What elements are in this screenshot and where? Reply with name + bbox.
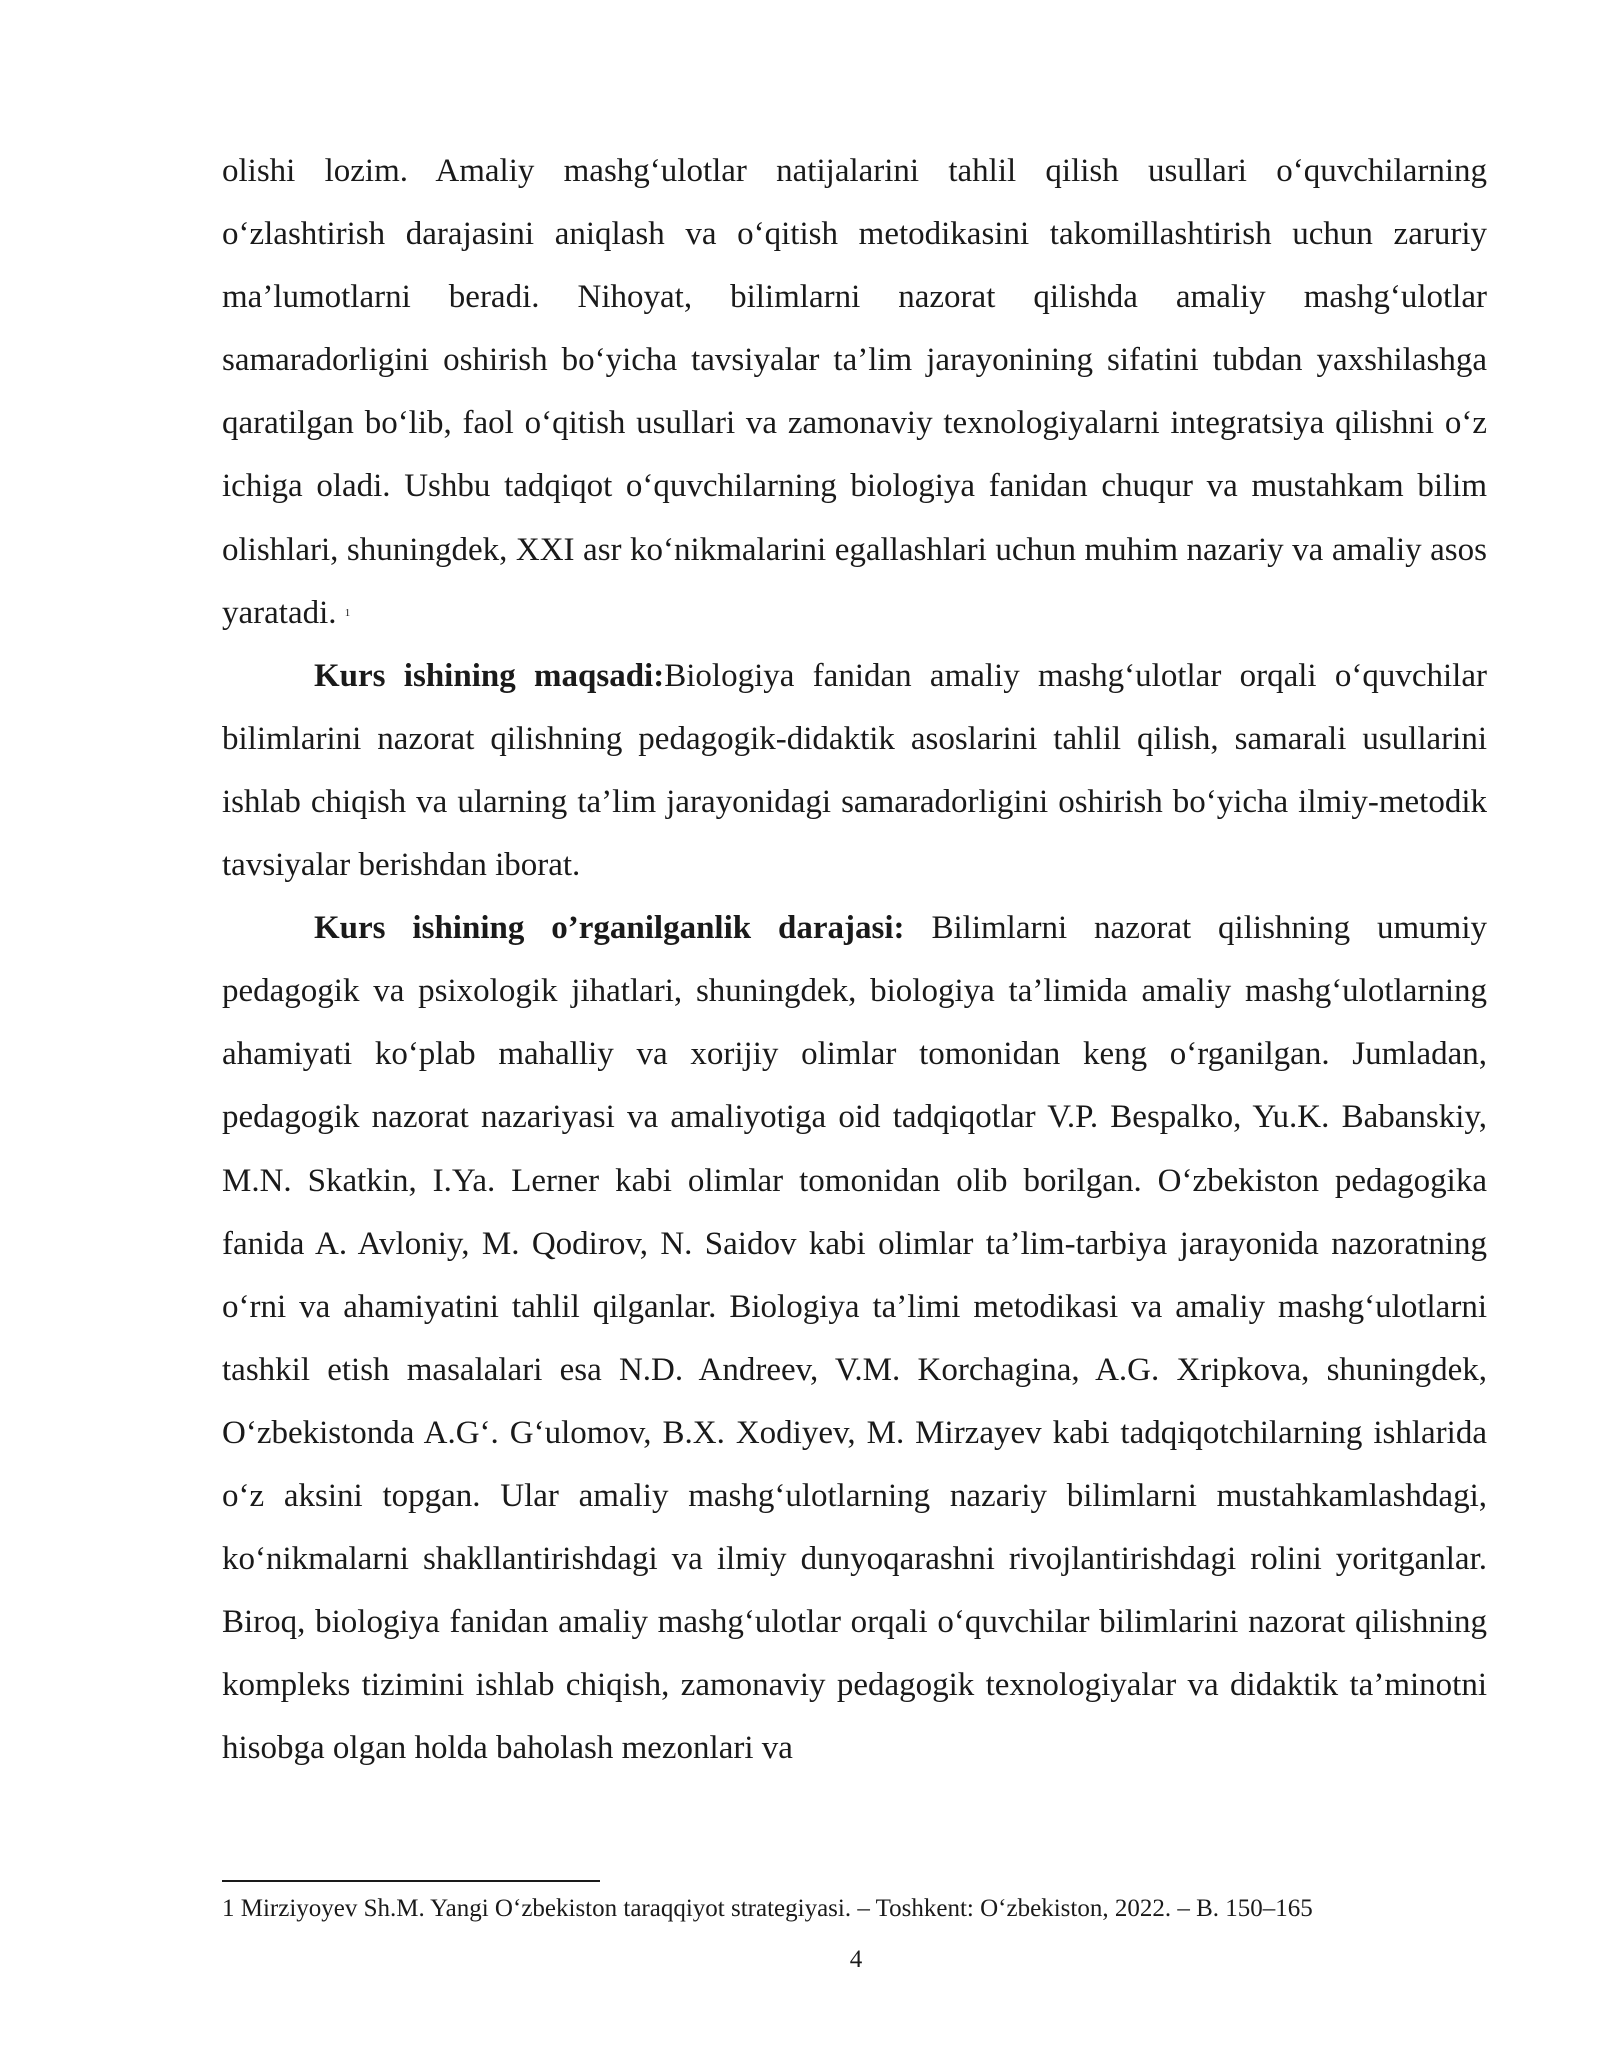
footnote-reference[interactable]: 1	[344, 606, 351, 619]
section-heading-study-level: Kurs ishining o’rganilganlik darajasi:	[314, 910, 905, 947]
page-number: 4	[849, 1946, 863, 1973]
paragraph-text: Bilimlarni nazorat qilishning umumiy pedagogik va psixologik jihatlari, shuningdek, biologiya ta’limida amaliy mashg‘ulotlarning ahamiyati ko‘plab mahalliy va xorijiy olimlar tomonidan keng o‘rganilgan. Jumladan, pedagogik nazorat nazariyasi va amaliyotiga oid tadqiqotlar V.P. Bespalko, Yu.K. Babanskiy, M.N. Skatkin, I.Ya. Lerner kabi olimlar tomonidan olib borilgan. O‘zbekiston pedagogika fanida A. Avloniy, M. Qodirov, N. Saidov kabi olimlar ta’lim-tarbiya jarayonida nazoratning o‘rni va ahamiyatini tahlil qilganlar. Biologiya ta’limi metodikasi va amaliy mashg‘ulotlarni tashkil etish masalalari esa N.D. Andreev, V.M. Korchagina, A.G. Xripkova, shuningdek, O‘zbekistonda A.G‘. G‘ulomov, B.X. Xodiyev, M. Mirzayev kabi tadqiqotchilarning ishlarida o‘z aksini topgan. Ular amaliy mashg‘ulotlarning nazariy bilimlarni mustahkamlashdagi, ko‘nikmalarni shakllantirishdagi va ilmiy dunyoqarashni rivojlantirishdagi rolini yoritganlar. Biroq, biologiya fanidan amaliy mashg‘ulotlar orqali o‘quvchilar bilimlarini nazorat qilishning kompleks tizimini ishlab chiqish, zamonaviy pedagogik texnologiyalar va didaktik ta’minotni hisobga olgan holda baholash mezonlari va	[222, 910, 1488, 1767]
footnote-text: 1 Mirziyoyev Sh.M. Yangi O‘zbekiston taraqqiyot strategiyasi. – Toshkent: O‘zbekiston, 2022. – B. 150–165	[222, 1895, 1313, 1922]
paragraph-text: olishi lozim. Amaliy mashg‘ulotlar natijalarini tahlil qilish usullari o‘quvchilarning o‘zlashtirish darajasini aniqlash va o‘qitish metodikasini takomillashtirish uchun zaruriy ma’lumotlarni beradi. Nihoyat, bilimlarni nazorat qilishda amaliy mashg‘ulotlar samaradorligini oshirish bo‘yicha tavsiyalar ta’lim jarayonining sifatini tubdan yaxshilashga qaratilgan bo‘lib, faol o‘qitish usullari va zamonaviy texnologiyalarni integratsiya qilishni o‘z ichiga oladi. Ushbu tadqiqot o‘quvchilarning biologiya fanidan chuqur va mustahkam bilim olishlari, shuningdek, XXI asr ko‘nikmalarini egallashlari uchun muhim nazariy va amaliy asos yaratadi.	[222, 153, 1487, 631]
paragraph-text: Biologiya fanidan amaliy mashg‘ulotlar orqali o‘quvchilar bilimlarini nazorat qilishning pedagogik-didaktik asoslarini tahlil qilish, samarali usullarini ishlab chiqish va ularning ta’lim jarayonidagi samaradorligini oshirish bo‘yicha ilmiy-metodik tavsiyalar berishdan iborat.	[222, 657, 1487, 884]
section-heading-goal: Kurs ishining maqsadi:	[314, 657, 665, 694]
footnote-separator	[222, 1880, 600, 1882]
body-text	[222, 140, 1487, 1780]
paragraph-intro-continuation	[222, 140, 1487, 645]
paragraph-course-goal	[222, 645, 1487, 897]
paragraph-study-level	[222, 897, 1487, 1780]
